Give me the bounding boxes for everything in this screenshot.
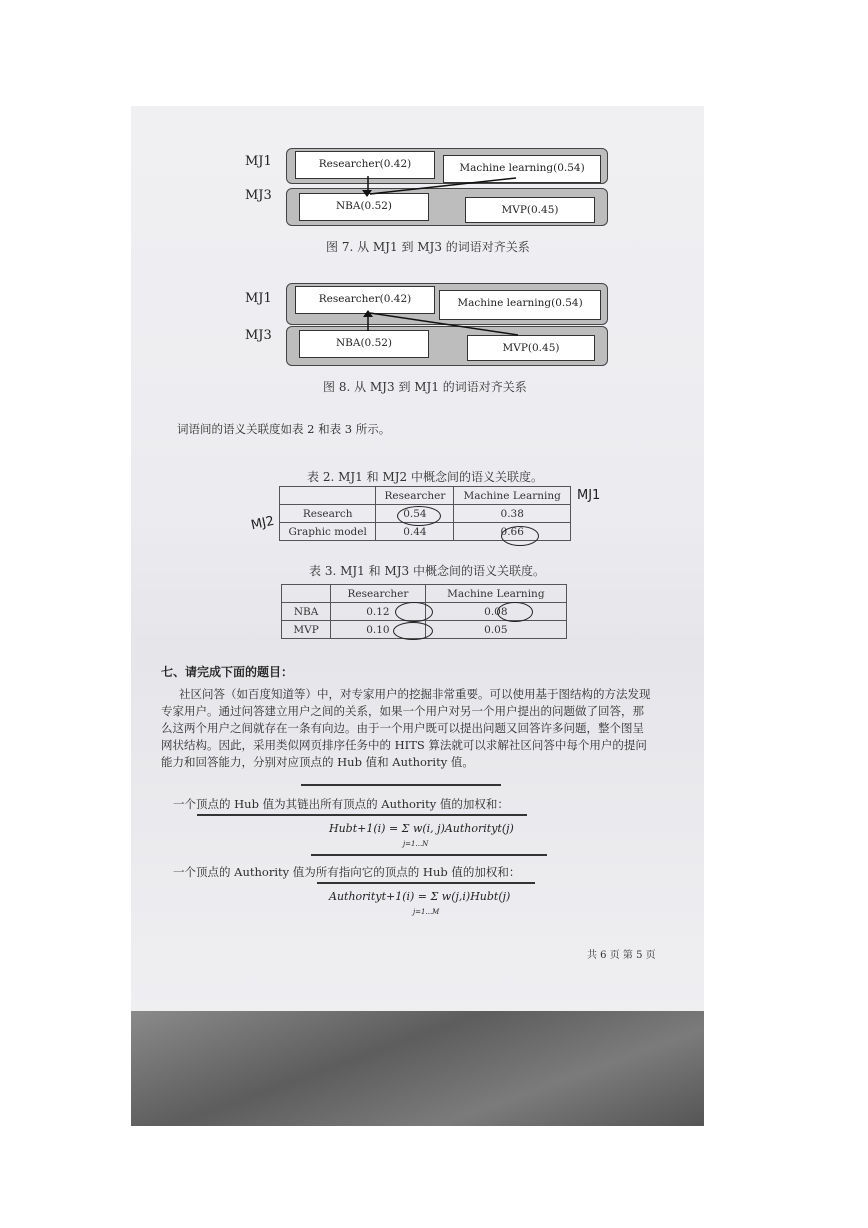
- fig7-arrows: [286, 148, 606, 228]
- photograph: [131, 106, 704, 1126]
- fig7-caption: 图 7. 从 MJ1 到 MJ3 的词语对齐关系: [326, 240, 530, 254]
- handwritten-underline: [311, 854, 547, 856]
- handwritten-underline: [197, 814, 527, 816]
- table-cell: Graphic model: [280, 523, 376, 541]
- table-cell: 0.12: [331, 603, 426, 621]
- handwritten-note: MJ2: [249, 513, 276, 534]
- paragraph-line: 社区问答（如百度知道等）中，对专家用户的挖掘非常重要。可以使用基于图结构的方法发现: [179, 687, 651, 701]
- table-header-cell: [280, 487, 376, 505]
- table-cell: NBA: [282, 603, 331, 621]
- authority-formula-subscript: j=1...M: [413, 908, 440, 916]
- fig7-box-mvp: MVP(0.45): [465, 197, 595, 223]
- handwritten-circle: [497, 602, 533, 622]
- fig8-box-researcher: Researcher(0.42): [295, 286, 435, 314]
- fig8-box-nba: NBA(0.52): [299, 330, 429, 358]
- paragraph-line: 能力和回答能力，分别对应顶点的 Hub 值和 Authority 值。: [161, 755, 474, 769]
- table-cell: 0.38: [454, 505, 571, 523]
- exam-page: [131, 106, 704, 1011]
- fig7-mj1-label: MJ1: [245, 154, 272, 169]
- section-heading: 七、请完成下面的题目：: [161, 665, 294, 679]
- fig7-box-nba: NBA(0.52): [299, 193, 429, 221]
- handwritten-underline: [317, 882, 535, 884]
- handwritten-circle: [501, 526, 539, 546]
- hub-description: 一个顶点的 Hub 值为其链出所有顶点的 Authority 值的加权和：: [173, 797, 509, 811]
- authority-formula: Authorityt+1(i) = Σ w(j,i)Hubt(j): [329, 890, 511, 903]
- intro-text: 词语间的语义关联度如表 2 和表 3 所示。: [177, 422, 391, 436]
- table3-header-row: [282, 585, 567, 603]
- fig8-mj1-label: MJ1: [245, 291, 272, 306]
- paragraph-line: 专家用户。通过问答建立用户之间的关系，如果一个用户对另一个用户提出的问题做了回答，那: [161, 704, 644, 718]
- fig7-box-machine-learning: Machine learning(0.54): [443, 155, 601, 183]
- table2-caption: 表 2. MJ1 和 MJ2 中概念间的语义关联度。: [307, 470, 543, 484]
- table-cell: 0.10: [331, 621, 426, 639]
- fig8-mj3-label: MJ3: [245, 328, 272, 343]
- fig8-caption: 图 8. 从 MJ3 到 MJ1 的词语对齐关系: [323, 380, 527, 394]
- table2-header-row: [280, 487, 571, 505]
- fig7-mj3-label: MJ3: [245, 188, 272, 203]
- handwritten-note: MJ1: [577, 488, 601, 503]
- handwritten-circle: [395, 602, 433, 622]
- handwritten-circle: [393, 622, 433, 640]
- paragraph-line: 么这两个用户之间就存在一条有向边。由于一个用户既可以提出问题又回答许多问题，整个图呈: [161, 721, 644, 735]
- paragraph-line: 网状结构。因此，采用类似网页排序任务中的 HITS 算法就可以求解社区问答中每个用户的提问: [161, 738, 647, 752]
- table-cell: 0.44: [376, 523, 454, 541]
- table-header-cell: Machine Learning: [454, 487, 571, 505]
- authority-description: 一个顶点的 Authority 值为所有指向它的顶点的 Hub 值的加权和：: [173, 865, 521, 879]
- fig7-box-researcher: Researcher(0.42): [295, 151, 435, 179]
- section-paragraph: [161, 686, 681, 771]
- hub-formula-subscript: j=1...N: [403, 840, 429, 848]
- table-cell: 0.05: [425, 621, 566, 639]
- fig8-arrows: [286, 283, 606, 363]
- table-header-cell: Machine Learning: [425, 585, 566, 603]
- handwritten-circle: [397, 506, 441, 526]
- table-cell: Research: [280, 505, 376, 523]
- table-cell: 0.66: [454, 523, 571, 541]
- fig8-box-mvp: MVP(0.45): [467, 335, 595, 361]
- table3-caption: 表 3. MJ1 和 MJ3 中概念间的语义关联度。: [309, 564, 545, 578]
- table-header-cell: Researcher: [376, 487, 454, 505]
- handwritten-underline: [301, 784, 501, 786]
- page-footer: 共 6 页 第 5 页: [587, 950, 656, 961]
- table-cell: 0.08: [425, 603, 566, 621]
- hub-formula: Hubt+1(i) = Σ w(i, j)Authorityt(j): [329, 822, 514, 835]
- fig8-box-machine-learning: Machine learning(0.54): [439, 290, 601, 320]
- table-header-cell: [282, 585, 331, 603]
- table-cell: MVP: [282, 621, 331, 639]
- background-fabric: [131, 1011, 704, 1126]
- table-header-cell: Researcher: [331, 585, 426, 603]
- table-cell: 0.54: [376, 505, 454, 523]
